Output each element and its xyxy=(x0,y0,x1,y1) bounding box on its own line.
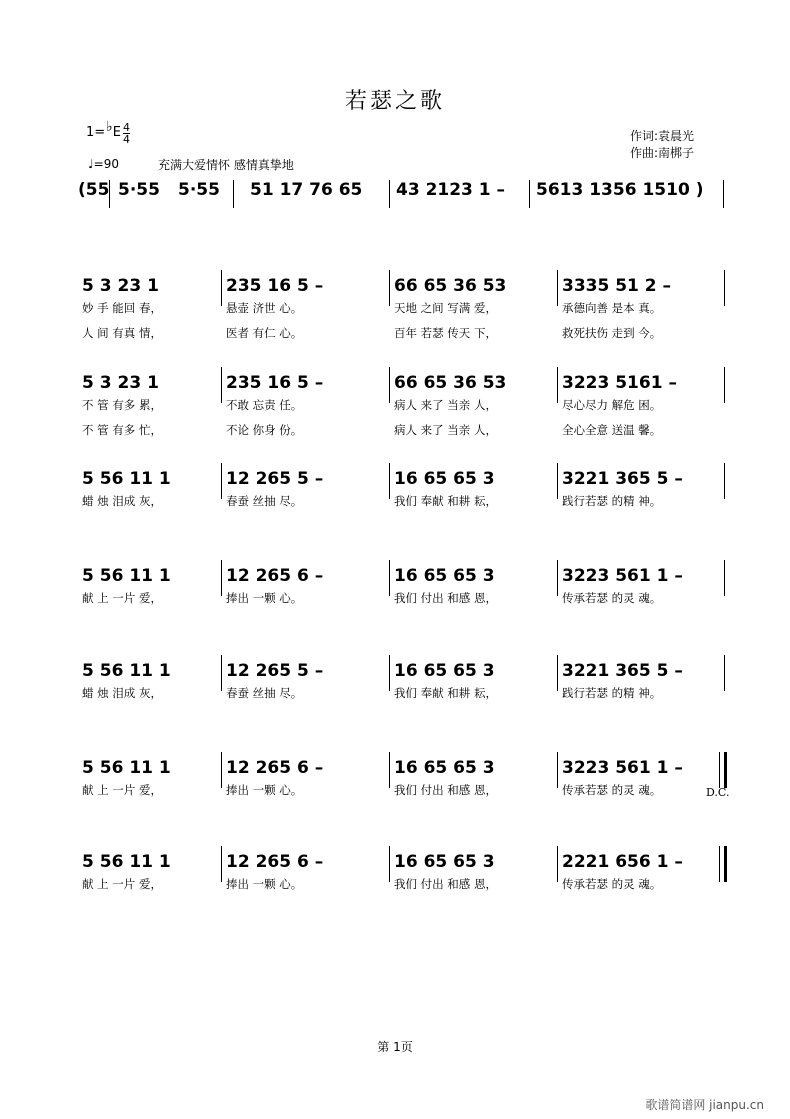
measure-notes: 3221 365 5 – xyxy=(562,469,683,489)
lyric-text: 百年 若瑟 传天 下， xyxy=(394,326,497,340)
measure-notes: 16 65 65 3 xyxy=(394,566,495,586)
final-barline xyxy=(724,846,727,882)
lyric-text: 捧出 一颗 心。 xyxy=(226,783,303,797)
measure-notes: 5 56 11 1 xyxy=(82,469,171,489)
lyric-text: 传承若瑟 的灵 魂。 xyxy=(562,591,662,605)
prelude-measure: 5·55 xyxy=(118,180,160,200)
measure-notes: 16 65 65 3 xyxy=(394,469,495,489)
barline xyxy=(221,367,222,403)
measure-notes: 66 65 36 53 xyxy=(394,276,507,296)
song-title: 若瑟之歌 xyxy=(344,89,445,114)
lyric-text: 不敢 忘责 任。 xyxy=(226,398,303,412)
composer: 作曲:南梆子 xyxy=(630,146,695,160)
lyric-text: 捧出 一颗 心。 xyxy=(226,591,303,605)
barline xyxy=(723,180,724,208)
lyricist: 作词:袁晨光 xyxy=(630,129,695,143)
measure-notes: 5 56 11 1 xyxy=(82,661,171,681)
barline xyxy=(724,367,725,403)
lyric-text: 践行若瑟 的精 神。 xyxy=(562,686,662,700)
lyric-text: 我们 付出 和感 恩， xyxy=(394,877,497,891)
barline xyxy=(221,560,222,596)
measure-notes: 3221 365 5 – xyxy=(562,661,683,681)
lyric-text: 妙 手 能回 春， xyxy=(82,301,162,315)
barline xyxy=(389,560,390,596)
time-top: 4 xyxy=(123,121,130,134)
measure-notes: 5 56 11 1 xyxy=(82,852,171,872)
barline xyxy=(719,752,720,788)
prelude-measure: 43 2123 1 – xyxy=(396,180,506,200)
barline xyxy=(557,655,558,691)
lyric-text: 捧出 一颗 心。 xyxy=(226,877,303,891)
lyric-text: 尽心尽力 解危 困。 xyxy=(562,398,662,412)
time-signature xyxy=(123,122,130,145)
credits xyxy=(630,128,694,162)
measure-notes: 5 3 23 1 xyxy=(82,373,159,393)
barline xyxy=(557,270,558,306)
barline xyxy=(221,655,222,691)
barline xyxy=(557,463,558,499)
prelude-measure: 51 17 76 65 xyxy=(250,180,363,200)
final-barline xyxy=(724,752,727,788)
barline xyxy=(724,463,725,499)
measure-notes: 5 56 11 1 xyxy=(82,758,171,778)
barline xyxy=(557,752,558,788)
barline xyxy=(221,846,222,882)
lyric-text: 献 上 一片 爱， xyxy=(82,591,162,605)
measure-notes: 3223 5161 – xyxy=(562,373,677,393)
time-bottom: 4 xyxy=(123,133,130,146)
barline xyxy=(724,655,725,691)
lyric-text: 不 管 有多 累， xyxy=(82,398,162,412)
barline xyxy=(557,560,558,596)
barline xyxy=(221,463,222,499)
measure-notes: 2221 656 1 – xyxy=(562,852,683,872)
measure-notes: 3223 561 1 – xyxy=(562,758,683,778)
lyric-text: 医者 有仁 心。 xyxy=(226,326,303,340)
barline xyxy=(389,752,390,788)
prelude-measure: 5·55 xyxy=(178,180,220,200)
lyric-text: 春蚕 丝抽 尽。 xyxy=(226,494,303,508)
measure-notes: 16 65 65 3 xyxy=(394,852,495,872)
measure-notes: 12 265 6 – xyxy=(226,758,324,778)
measure-notes: 235 16 5 – xyxy=(226,276,324,296)
lyric-text: 病人 来了 当亲 人， xyxy=(394,398,497,412)
measure-notes: 5 56 11 1 xyxy=(82,566,171,586)
measure-notes: 12 265 6 – xyxy=(226,566,324,586)
tempo-mark: ♩=90 xyxy=(88,157,119,171)
barline xyxy=(389,655,390,691)
prelude-measure: (55 xyxy=(78,180,110,200)
barline xyxy=(233,180,234,208)
lyric-text: 传承若瑟 的灵 魂。 xyxy=(562,877,662,891)
lyric-text: 天地 之间 写满 爱， xyxy=(394,301,497,315)
measure-notes: 3335 51 2 – xyxy=(562,276,672,296)
key-note: E xyxy=(112,125,121,140)
barline xyxy=(724,560,725,596)
measure-notes: 16 65 65 3 xyxy=(394,661,495,681)
barline xyxy=(557,846,558,882)
lyric-text: 承德向善 是本 真。 xyxy=(562,301,662,315)
lyric-text: 献 上 一片 爱， xyxy=(82,877,162,891)
prelude-measure: 5613 1356 1510 ) xyxy=(536,180,704,200)
lyric-text: 我们 奉献 和耕 耘， xyxy=(394,686,497,700)
barline xyxy=(221,270,222,306)
barline xyxy=(719,846,720,882)
lyric-text: 不 管 有多 忙， xyxy=(82,423,162,437)
lyric-text: 人 间 有真 情， xyxy=(82,326,162,340)
barline xyxy=(389,367,390,403)
barline xyxy=(389,846,390,882)
lyric-text: 悬壶 济世 心。 xyxy=(226,301,303,315)
barline xyxy=(109,180,110,208)
barline xyxy=(389,270,390,306)
lyric-text: 全心全意 送温 馨。 xyxy=(562,423,662,437)
measure-notes: 12 265 6 – xyxy=(226,852,324,872)
measure-notes: 12 265 5 – xyxy=(226,661,324,681)
measure-notes: 12 265 5 – xyxy=(226,469,324,489)
lyric-text: 传承若瑟 的灵 魂。 xyxy=(562,783,662,797)
lyric-text: 我们 奉献 和耕 耘， xyxy=(394,494,497,508)
lyric-text: 病人 来了 当亲 人， xyxy=(394,423,497,437)
barline xyxy=(389,463,390,499)
lyric-text: 救死扶伤 走到 今。 xyxy=(562,326,662,340)
key-signature xyxy=(86,119,130,148)
lyric-text: 践行若瑟 的精 神。 xyxy=(562,494,662,508)
lyric-text: 春蚕 丝抽 尽。 xyxy=(226,686,303,700)
expression-mark: 充满大爱情怀 感情真挚地 xyxy=(158,158,294,172)
measure-notes: 5 3 23 1 xyxy=(82,276,159,296)
page-number: 第 1页 xyxy=(377,1040,413,1054)
key-prefix: 1= xyxy=(86,125,106,140)
measure-notes: 235 16 5 – xyxy=(226,373,324,393)
barline xyxy=(221,752,222,788)
flat-symbol: ♭ xyxy=(106,119,113,135)
lyric-text: 蜡 烛 泪成 灰， xyxy=(82,686,162,700)
lyric-text: 我们 付出 和感 恩， xyxy=(394,783,497,797)
barline xyxy=(529,180,530,208)
lyric-text: 不论 你身 份。 xyxy=(226,423,303,437)
lyric-text: 我们 付出 和感 恩， xyxy=(394,591,497,605)
watermark: 歌谱简谱网 jianpu.cn xyxy=(645,1098,764,1112)
measure-notes: 16 65 65 3 xyxy=(394,758,495,778)
measure-notes: 3223 561 1 – xyxy=(562,566,683,586)
lyric-text: 献 上 一片 爱， xyxy=(82,783,162,797)
dc-mark: D.C. xyxy=(706,786,730,799)
barline xyxy=(389,180,390,208)
barline xyxy=(724,270,725,306)
measure-notes: 66 65 36 53 xyxy=(394,373,507,393)
lyric-text: 蜡 烛 泪成 灰， xyxy=(82,494,162,508)
barline xyxy=(557,367,558,403)
